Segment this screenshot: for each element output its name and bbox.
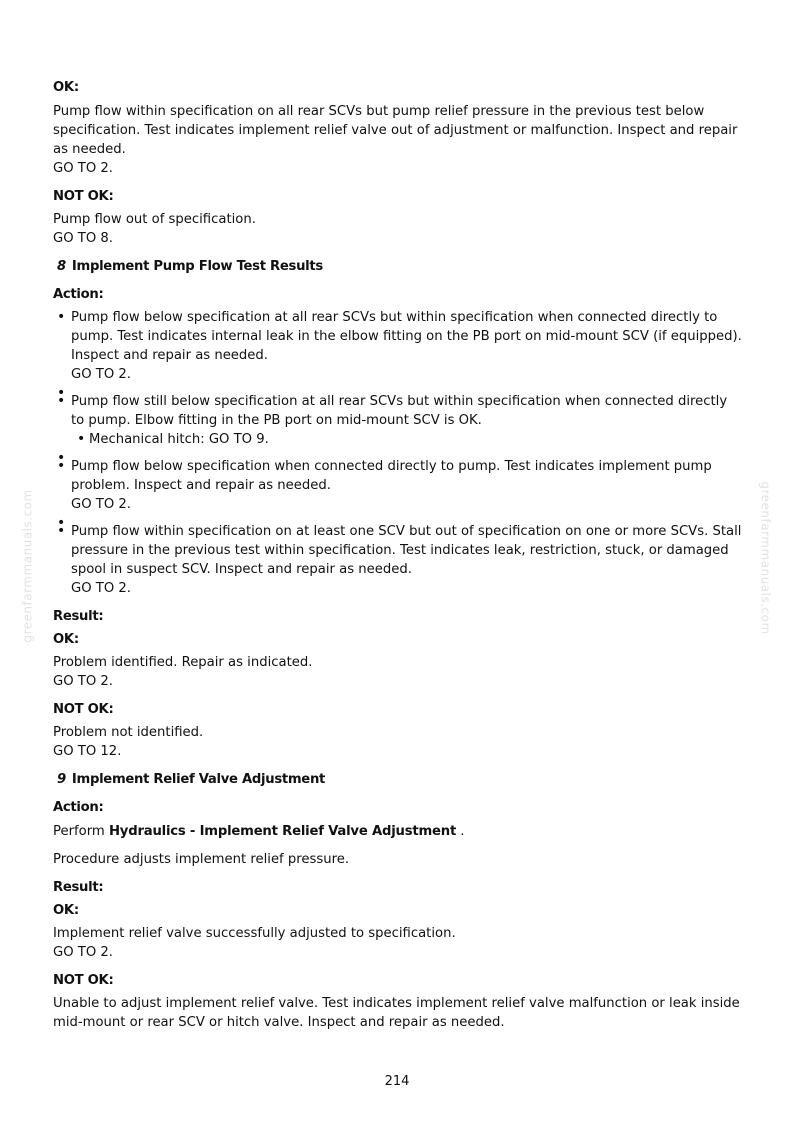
section-8-notok-text: Problem not identified. bbox=[53, 725, 204, 740]
spacer bbox=[53, 384, 743, 392]
list-item-goto: GO TO 2. bbox=[71, 367, 132, 382]
notok-goto: GO TO 8. bbox=[53, 231, 114, 246]
section-9-ok-text: Implement relief valve successfully adjusted to specification. bbox=[53, 926, 456, 941]
section-8-notok-goto: GO TO 12. bbox=[53, 744, 122, 759]
section-8-ok-text: Problem identified. Repair as indicated. bbox=[53, 655, 313, 670]
section-8-action-list bbox=[53, 308, 743, 598]
sub-list bbox=[71, 430, 743, 449]
section-8-action-label: Action: bbox=[53, 287, 104, 302]
section-8-notok-label: NOT OK: bbox=[53, 702, 114, 717]
section-8-title-text: Implement Pump Flow Test Results bbox=[71, 259, 323, 274]
list-item-text: Pump flow within specification on at least one SCV but out of specification on one or more SCVs. Stall pressure in the previous test within specification. Test indicates leak, restriction, stuck, or damaged spool in suspect SCV. Inspect and repair as needed. bbox=[71, 524, 742, 577]
section-9-action-label: Action: bbox=[53, 800, 104, 815]
watermark-right: greenfarmmanuals.com bbox=[758, 481, 773, 635]
notok-label: NOT OK: bbox=[53, 189, 114, 204]
section-9-ok-goto: GO TO 2. bbox=[53, 945, 114, 960]
perform-suffix: . bbox=[456, 824, 465, 839]
list-item-text: Pump flow below specification when connected directly to pump. Test indicates implement pump problem. Inspect and repair as needed. bbox=[71, 459, 712, 493]
section-8-ok-label: OK: bbox=[53, 632, 79, 647]
list-item-goto: GO TO 2. bbox=[71, 497, 132, 512]
notok-text: Pump flow out of specification. bbox=[53, 212, 256, 227]
list-item bbox=[53, 392, 743, 449]
spacer bbox=[53, 514, 743, 522]
section-8-number: 8 bbox=[57, 259, 66, 274]
section-9-perform bbox=[53, 822, 743, 841]
list-item bbox=[53, 308, 743, 384]
perform-prefix: Perform bbox=[53, 824, 109, 839]
list-item bbox=[53, 522, 743, 598]
section-9-number: 9 bbox=[57, 772, 66, 787]
procedure-link[interactable]: Hydraulics - Implement Relief Valve Adjustment bbox=[108, 824, 457, 839]
section-8-ok-goto: GO TO 2. bbox=[53, 674, 114, 689]
list-item-text: Pump flow below specification at all rear SCVs but within specification when connected directly to pump. Test indicates internal leak in the elbow fitting on the PB port on mid-mount SCV (if equipped). Inspect and repair as needed. bbox=[71, 310, 742, 363]
watermark-left: greenfarmmanuals.com bbox=[20, 489, 35, 643]
section-9-procedure: Procedure adjusts implement relief pressure. bbox=[53, 852, 350, 867]
page-number: 214 bbox=[384, 1074, 410, 1089]
document-body bbox=[53, 78, 743, 1032]
section-9-result-label: Result: bbox=[53, 880, 104, 895]
list-item-text: Pump flow still below specification at all rear SCVs but within specification when connected directly to pump. Elbow fitting in the PB port on mid-mount SCV is OK. bbox=[71, 394, 728, 428]
spacer bbox=[53, 449, 743, 457]
list-item-goto: GO TO 2. bbox=[71, 581, 132, 596]
ok-label: OK: bbox=[53, 80, 79, 95]
section-9-title bbox=[53, 770, 743, 789]
section-9-ok-label: OK: bbox=[53, 903, 79, 918]
section-9-title-text: Implement Relief Valve Adjustment bbox=[71, 772, 326, 787]
ok-text: Pump flow within specification on all rear SCVs but pump relief pressure in the previous test below specification. Test indicates implement relief valve out of adjustment or malfunction. Inspect and repair as needed. bbox=[53, 104, 738, 157]
section-8-result-label: Result: bbox=[53, 609, 104, 624]
sub-list-item: • Mechanical hitch: GO TO 9. bbox=[71, 430, 743, 449]
section-9-notok-text: Unable to adjust implement relief valve. Test indicates implement relief valve malfunction or leak inside mid-mount or rear SCV or hitch valve. Inspect and repair as needed. bbox=[53, 996, 740, 1030]
section-9-notok-label: NOT OK: bbox=[53, 973, 114, 988]
ok-goto: GO TO 2. bbox=[53, 161, 114, 176]
section-8-title bbox=[53, 257, 743, 276]
list-item bbox=[53, 457, 743, 514]
